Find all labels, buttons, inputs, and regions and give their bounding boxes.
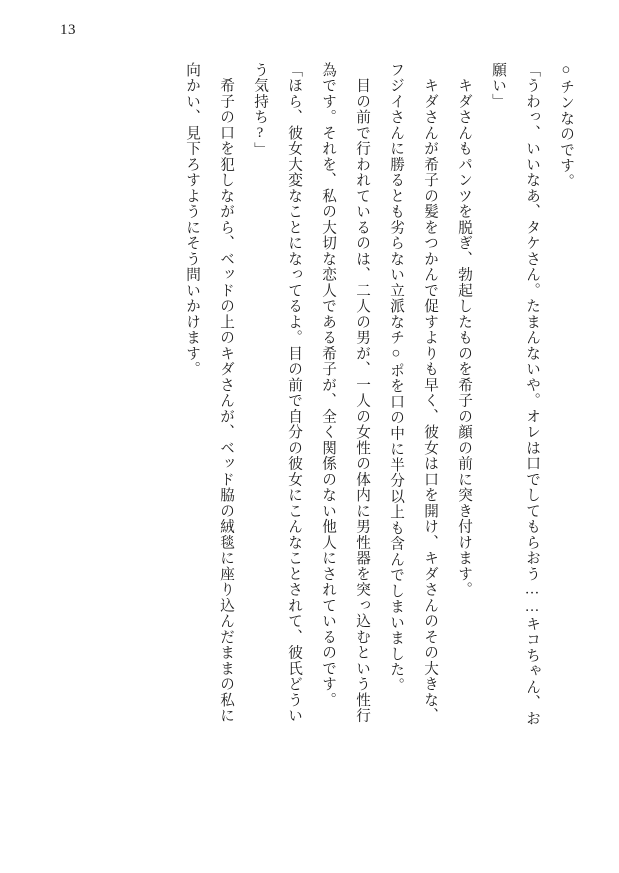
text-line: フジイさんに勝るとも劣らない立派なチ○ポを口の中に半分以上も含んでしまいました。: [388, 62, 404, 694]
text-line: キダさんもパンツを脱ぎ、勃起したものを希子の顔の前に突き付けます。: [456, 62, 472, 598]
page-number: 13: [60, 22, 76, 38]
text-line: 向かい、見下ろすようにそう問いかけます。: [184, 62, 200, 377]
vertical-text-body: [40, 62, 583, 833]
text-line: 「うわっ、いいなあ、タケさん。たまんないや。オレは口でしてもらおう……キコちゃん、お: [524, 62, 540, 727]
text-line: ○チンなのです。: [558, 62, 574, 190]
text-line: キダさんが希子の髪をつかんで促すよりも早く、彼女は口を開け、キダさんのその大きな、: [422, 62, 438, 724]
text-line: 「ほら、彼女大変なことになってるよ。目の前で自分の彼女にこんなことされて、彼氏どうい: [286, 62, 302, 724]
text-line: 願い」: [490, 62, 506, 110]
text-line: 目の前で行われているのは、二人の男が、一人の女性の体内に男性器を突っ込むという性行: [354, 62, 370, 724]
text-line: う気持ち?」: [252, 62, 268, 158]
text-line: 為です。それを、私の大切な恋人である希子が、全く関係のない他人にされているのです。: [320, 62, 336, 708]
text-line: 希子の口を犯しながら、ベッドの上のキダさんが、ベッド脇の絨毯に座り込んだままの私に: [218, 62, 234, 724]
